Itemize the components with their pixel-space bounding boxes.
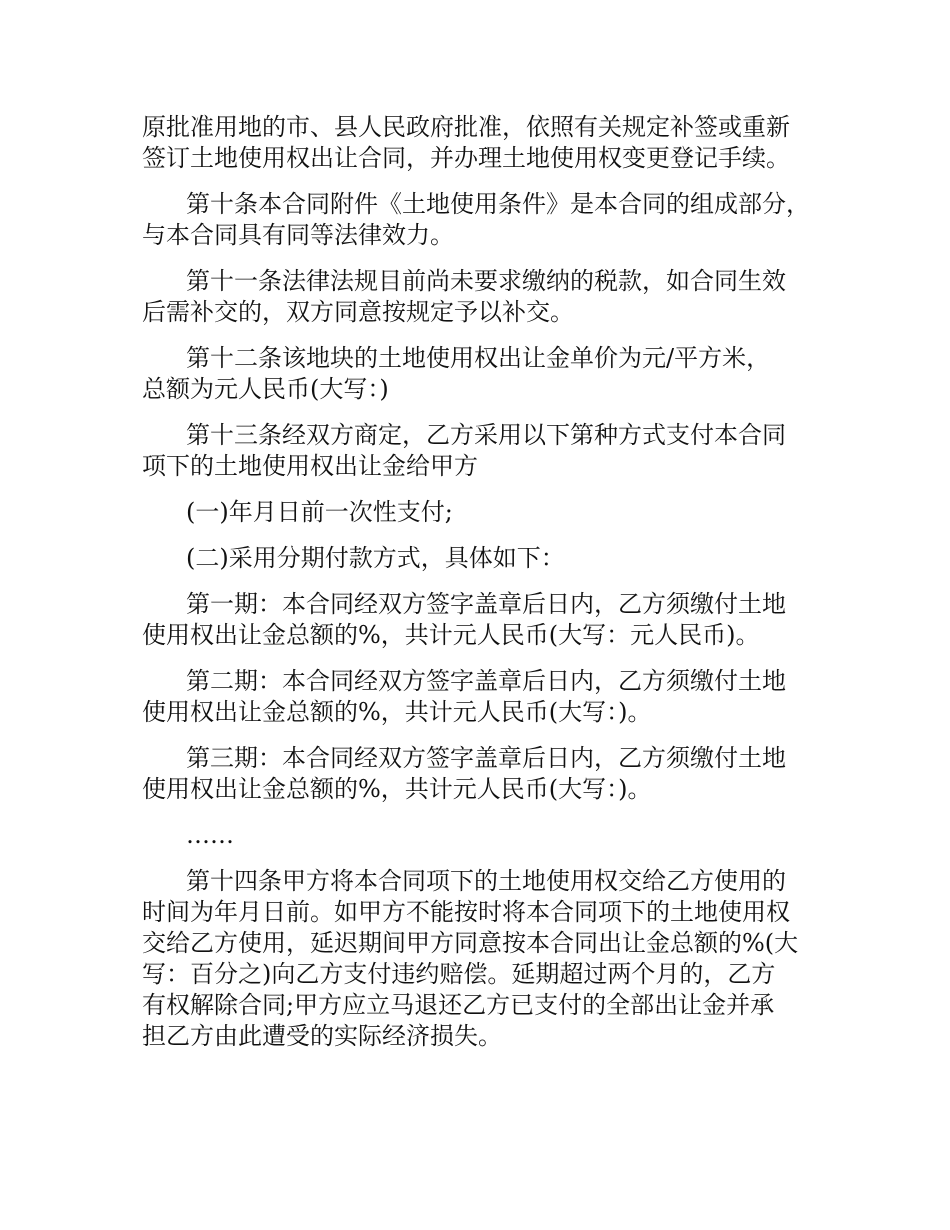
- paragraph-installment-3: [142, 743, 812, 805]
- text-line: 第一期：本合同经双方签字盖章后日内，乙方须缴付土地: [186, 590, 786, 618]
- text-line: 时间为年月日前。如甲方不能按时将本合同项下的土地使用权: [142, 898, 790, 926]
- paragraph-installment-1: [142, 589, 812, 651]
- paragraph-installment-2: [142, 666, 812, 728]
- paragraph-ellipsis: [142, 820, 812, 851]
- text-line: 项下的土地使用权出让金给甲方: [142, 452, 478, 480]
- text-line: 总额为元人民币(大写：): [142, 375, 389, 403]
- text-line: 写：百分之)向乙方支付违约赔偿。延期超过两个月的，乙方: [142, 960, 776, 988]
- paragraph-article-11: [142, 266, 812, 328]
- text-line: 使用权出让金总额的%，共计元人民币(大写：元人民币)。: [142, 621, 760, 649]
- text-line: ……: [186, 821, 234, 849]
- paragraph-article-10: [142, 189, 812, 251]
- text-line: 使用权出让金总额的%，共计元人民币(大写：)。: [142, 775, 652, 803]
- text-line: 第二期：本合同经双方签字盖章后日内，乙方须缴付土地: [186, 667, 786, 695]
- text-line: 第十二条该地块的土地使用权出让金单价为元/平方米，: [186, 344, 771, 372]
- text-line: 交给乙方使用，延迟期间甲方同意按本合同出让金总额的%(大: [142, 929, 799, 957]
- text-line: 有权解除合同;甲方应立马退还乙方已支付的全部出让金并承: [142, 991, 775, 1019]
- text-line: 签订土地使用权出让合同，并办理土地使用权变更登记手续。: [142, 144, 790, 172]
- text-line: 与本合同具有同等法律效力。: [142, 221, 454, 249]
- paragraph-continuation: [142, 112, 812, 174]
- text-line: 使用权出让金总额的%，共计元人民币(大写：)。: [142, 698, 652, 726]
- text-line: (二)采用分期付款方式，具体如下：: [186, 544, 565, 572]
- text-line: 担乙方由此遭受的实际经济损失。: [142, 1022, 502, 1050]
- text-line: 第三期：本合同经双方签字盖章后日内，乙方须缴付土地: [186, 744, 786, 772]
- paragraph-option-2: [142, 543, 812, 574]
- paragraph-article-14: [142, 866, 812, 1052]
- text-line: 第十一条法律法规目前尚未要求缴纳的税款，如合同生效: [186, 267, 786, 295]
- text-line: (一)年月日前一次性支付;: [186, 498, 453, 526]
- text-line: 原批准用地的市、县人民政府批准，依照有关规定补签或重新: [142, 113, 790, 141]
- text-line: 第十条本合同附件《土地使用条件》是本合同的组成部分，: [186, 190, 810, 218]
- paragraph-option-1: [142, 497, 812, 528]
- paragraph-article-12: [142, 343, 812, 405]
- text-line: 后需补交的，双方同意按规定予以补交。: [142, 298, 574, 326]
- paragraph-article-13: [142, 420, 812, 482]
- text-line: 第十四条甲方将本合同项下的土地使用权交给乙方使用的: [186, 867, 786, 895]
- text-line: 第十三条经双方商定，乙方采用以下第种方式支付本合同: [186, 421, 786, 449]
- document-page: [142, 112, 812, 1067]
